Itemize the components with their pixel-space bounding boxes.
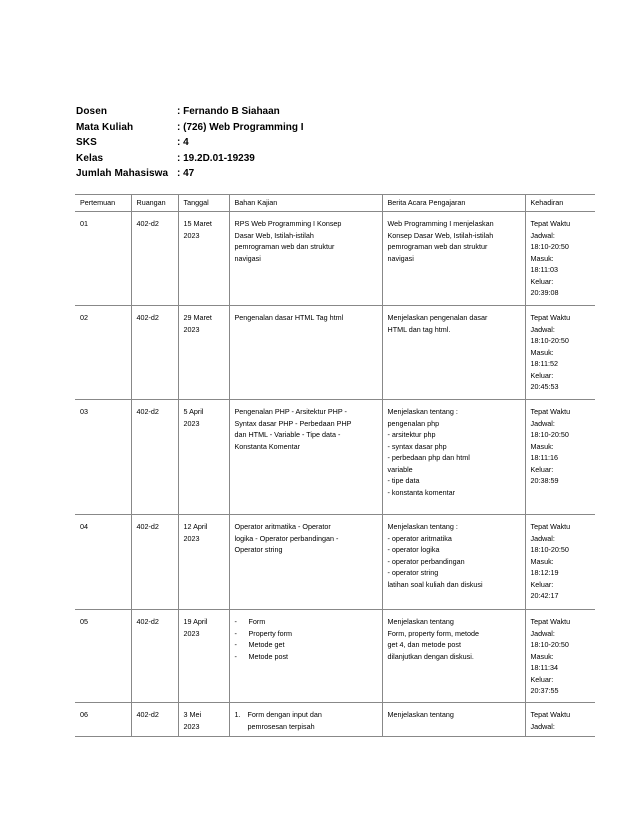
- cell-ruangan: 402-d2: [131, 306, 178, 400]
- berita-line: HTML dan tag html.: [387, 324, 451, 334]
- tanggal-line: 2023: [183, 628, 200, 638]
- berita-line: navigasi: [387, 253, 414, 263]
- info-row-jumlah-mahasiswa: [76, 166, 376, 182]
- header-berita-acara: Berita Acara Pengajaran: [382, 195, 525, 212]
- kehadiran-line: Jadwal:: [530, 418, 555, 428]
- cell-bahan-kajian: [229, 703, 382, 737]
- info-value: : 4: [177, 137, 189, 149]
- bahan-line: Operator string: [234, 545, 283, 554]
- bullet-text: Form: [248, 617, 266, 626]
- bullet-text: Property form: [248, 628, 293, 638]
- cell-berita-acara: [382, 212, 525, 306]
- cell-berita-acara: [382, 515, 525, 610]
- cell-kehadiran: [525, 703, 595, 737]
- bullet-marker: -: [234, 617, 237, 626]
- cell-ruangan: 402-d2: [131, 515, 178, 610]
- kehadiran-line: Jadwal:: [530, 533, 555, 543]
- cell-kehadiran: [525, 400, 595, 515]
- kehadiran-line: 18:10-20:50: [530, 242, 569, 251]
- table-row: [75, 703, 595, 737]
- bahan-line: Syntax dasar PHP - Perbedaan PHP: [234, 418, 352, 428]
- kehadiran-line: 20:38:59: [530, 476, 559, 485]
- info-row-kelas: [76, 151, 376, 167]
- berita-line: pengenalan php: [387, 418, 440, 428]
- kehadiran-line: Jadwal:: [530, 721, 555, 731]
- kehadiran-line: Jadwal:: [530, 324, 555, 334]
- cell-pertemuan: 01: [75, 212, 131, 306]
- bahan-line: Pengenalan dasar HTML Tag html: [234, 313, 344, 322]
- table-row: [75, 610, 595, 703]
- kehadiran-line: Tepat Waktu: [530, 407, 571, 416]
- info-label: Dosen: [76, 106, 108, 118]
- cell-berita-acara: [382, 400, 525, 515]
- bahan-line: RPS Web Programming I Konsep: [234, 219, 342, 228]
- bahan-line: Pengenalan PHP - Arsitektur PHP -: [234, 407, 347, 416]
- cell-bahan-kajian: [229, 212, 382, 306]
- info-value: : 47: [177, 168, 195, 180]
- cell-tanggal: [178, 515, 229, 610]
- cell-tanggal: [178, 610, 229, 703]
- cell-pertemuan: 02: [75, 306, 131, 400]
- cell-kehadiran: [525, 610, 595, 703]
- number-marker: 1.: [234, 710, 241, 719]
- berita-line: variable: [387, 464, 413, 474]
- course-info: [76, 104, 376, 182]
- info-value: : Fernando B Siahaan: [177, 106, 280, 118]
- kehadiran-line: Masuk:: [530, 253, 554, 263]
- bullet-marker: -: [234, 628, 237, 638]
- kehadiran-line: 20:42:17: [530, 591, 559, 600]
- kehadiran-line: Masuk:: [530, 651, 554, 661]
- kehadiran-line: Jadwal:: [530, 230, 555, 240]
- kehadiran-line: 18:10-20:50: [530, 640, 569, 649]
- bullet-marker: -: [234, 651, 237, 661]
- berita-line: Menjelaskan pengenalan dasar: [387, 313, 488, 322]
- kehadiran-line: Tepat Waktu: [530, 313, 571, 322]
- tanggal-line: 5 April: [183, 407, 204, 416]
- berita-line: - operator perbandingan: [387, 556, 465, 566]
- cell-tanggal: [178, 703, 229, 737]
- kehadiran-line: Masuk:: [530, 441, 554, 451]
- bahan-line: dan HTML - Variable - Tipe data -: [234, 430, 341, 439]
- cell-ruangan: 402-d2: [131, 212, 178, 306]
- table-header-row: [75, 195, 595, 212]
- berita-line: Menjelaskan tentang: [387, 710, 454, 719]
- info-row-dosen: [76, 104, 376, 120]
- kehadiran-line: 18:10-20:50: [530, 545, 569, 554]
- kehadiran-line: 20:39:08: [530, 288, 559, 297]
- kehadiran-line: 18:12:19: [530, 568, 559, 577]
- cell-bahan-kajian: [229, 400, 382, 515]
- cell-pertemuan: 06: [75, 703, 131, 737]
- berita-line: - operator logika: [387, 545, 440, 554]
- berita-line: - syntax dasar php: [387, 441, 447, 451]
- cell-berita-acara: [382, 306, 525, 400]
- cell-tanggal: [178, 212, 229, 306]
- cell-ruangan: 402-d2: [131, 400, 178, 515]
- bahan-line: Operator aritmatika - Operator: [234, 522, 331, 531]
- berita-line: Menjelaskan tentang :: [387, 407, 458, 416]
- kehadiran-line: Tepat Waktu: [530, 219, 571, 228]
- cell-tanggal: [178, 400, 229, 515]
- info-value: : (726) Web Programming I: [177, 121, 304, 133]
- berita-line: dilanjutkan dengan diskusi.: [387, 651, 474, 661]
- bahan-line: Konstanta Komentar: [234, 441, 301, 451]
- cell-kehadiran: [525, 212, 595, 306]
- berita-line: Konsep Dasar Web, Istilah-istilah: [387, 230, 494, 240]
- info-label: Mata Kuliah: [76, 121, 134, 133]
- tanggal-line: 15 Maret: [183, 219, 212, 228]
- tanggal-line: 2023: [183, 324, 200, 334]
- kehadiran-line: 18:11:52: [530, 359, 558, 368]
- berita-line: Form, property form, metode: [387, 628, 479, 638]
- berita-line: - perbedaan php dan html: [387, 453, 470, 462]
- kehadiran-line: 20:37:55: [530, 686, 559, 695]
- kehadiran-line: 18:10-20:50: [530, 430, 569, 439]
- numbered-line: pemrosesan terpisah: [247, 721, 315, 731]
- cell-pertemuan: 04: [75, 515, 131, 610]
- berita-line: - operator aritmatika: [387, 533, 452, 543]
- kehadiran-line: Tepat Waktu: [530, 617, 571, 626]
- kehadiran-line: Keluar:: [530, 370, 554, 380]
- kehadiran-line: Tepat Waktu: [530, 710, 571, 719]
- berita-line: latihan soal kuliah dan diskusi: [387, 579, 483, 589]
- kehadiran-line: Jadwal:: [530, 628, 555, 638]
- tanggal-line: 12 April: [183, 522, 208, 531]
- tanggal-line: 2023: [183, 721, 200, 731]
- bahan-line: pemrograman web dan struktur: [234, 242, 335, 251]
- cell-pertemuan: 03: [75, 400, 131, 515]
- bahan-line: Dasar Web, Istilah-istilah: [234, 230, 314, 240]
- info-row-mata-kuliah: [76, 120, 376, 136]
- info-label: Kelas: [76, 152, 104, 164]
- kehadiran-line: Keluar:: [530, 674, 554, 684]
- bahan-line: logika - Operator perbandingan -: [234, 533, 339, 543]
- tanggal-line: 2023: [183, 230, 200, 240]
- info-value: : 19.2D.01-19239: [177, 152, 255, 164]
- kehadiran-line: 18:10-20:50: [530, 336, 569, 345]
- info-row-sks: [76, 135, 376, 151]
- info-label: Jumlah Mahasiswa: [76, 168, 169, 180]
- kehadiran-line: 20:45:53: [530, 382, 559, 391]
- header-bahan-kajian: Bahan Kajian: [229, 195, 382, 212]
- header-tanggal: Tanggal: [178, 195, 229, 212]
- cell-kehadiran: [525, 515, 595, 610]
- kehadiran-line: 18:11:16: [530, 453, 558, 462]
- tanggal-line: 2023: [183, 418, 200, 428]
- kehadiran-line: Masuk:: [530, 556, 554, 566]
- cell-ruangan: 402-d2: [131, 610, 178, 703]
- berita-line: - konstanta komentar: [387, 487, 456, 497]
- table-row: [75, 515, 595, 610]
- cell-pertemuan: 05: [75, 610, 131, 703]
- berita-line: - arsitektur php: [387, 430, 436, 439]
- tanggal-line: 29 Maret: [183, 313, 212, 322]
- cell-berita-acara: [382, 703, 525, 737]
- numbered-text: [248, 709, 322, 732]
- bullet-text: Metode post: [248, 651, 289, 661]
- tanggal-line: 19 April: [183, 617, 208, 626]
- kehadiran-line: Keluar:: [530, 579, 554, 589]
- kehadiran-line: Tepat Waktu: [530, 522, 571, 531]
- cell-bahan-kajian: [229, 610, 382, 703]
- header-ruangan: Ruangan: [131, 195, 178, 212]
- tanggal-line: 2023: [183, 533, 200, 543]
- kehadiran-line: Keluar:: [530, 464, 554, 474]
- berita-line: - tipe data: [387, 476, 420, 485]
- berita-line: Web Programming I menjelaskan: [387, 219, 494, 228]
- kehadiran-line: 18:11:34: [530, 663, 558, 672]
- kehadiran-line: Keluar:: [530, 276, 554, 286]
- kehadiran-line: Masuk:: [530, 347, 554, 357]
- bullet-marker: -: [234, 640, 237, 649]
- table-row: [75, 400, 595, 515]
- bullet-item: [235, 628, 377, 640]
- tanggal-line: 3 Mei: [183, 710, 202, 719]
- berita-line: Menjelaskan tentang :: [387, 522, 458, 531]
- cell-kehadiran: [525, 306, 595, 400]
- teaching-record-table: [75, 194, 595, 737]
- numbered-line: Form dengan input dan: [247, 710, 322, 719]
- berita-line: - operator string: [387, 568, 439, 577]
- cell-bahan-kajian: [229, 306, 382, 400]
- header-kehadiran: Kehadiran: [525, 195, 595, 212]
- numbered-item: [235, 709, 377, 732]
- cell-berita-acara: [382, 610, 525, 703]
- cell-ruangan: 402-d2: [131, 703, 178, 737]
- info-label: SKS: [76, 137, 97, 149]
- bullet-item: [235, 616, 377, 628]
- kehadiran-line: 18:11:03: [530, 265, 558, 274]
- berita-line: pemrograman web dan struktur: [387, 242, 488, 251]
- bullet-item: [235, 639, 377, 651]
- bullet-text: Metode get: [248, 640, 285, 649]
- header-pertemuan: Pertemuan: [75, 195, 131, 212]
- cell-tanggal: [178, 306, 229, 400]
- berita-line: get 4, dan metode post: [387, 640, 462, 649]
- cell-bahan-kajian: [229, 515, 382, 610]
- table-row: [75, 212, 595, 306]
- berita-line: Menjelaskan tentang: [387, 617, 454, 626]
- bahan-line: navigasi: [234, 253, 261, 263]
- table-row: [75, 306, 595, 400]
- bullet-item: [235, 651, 377, 663]
